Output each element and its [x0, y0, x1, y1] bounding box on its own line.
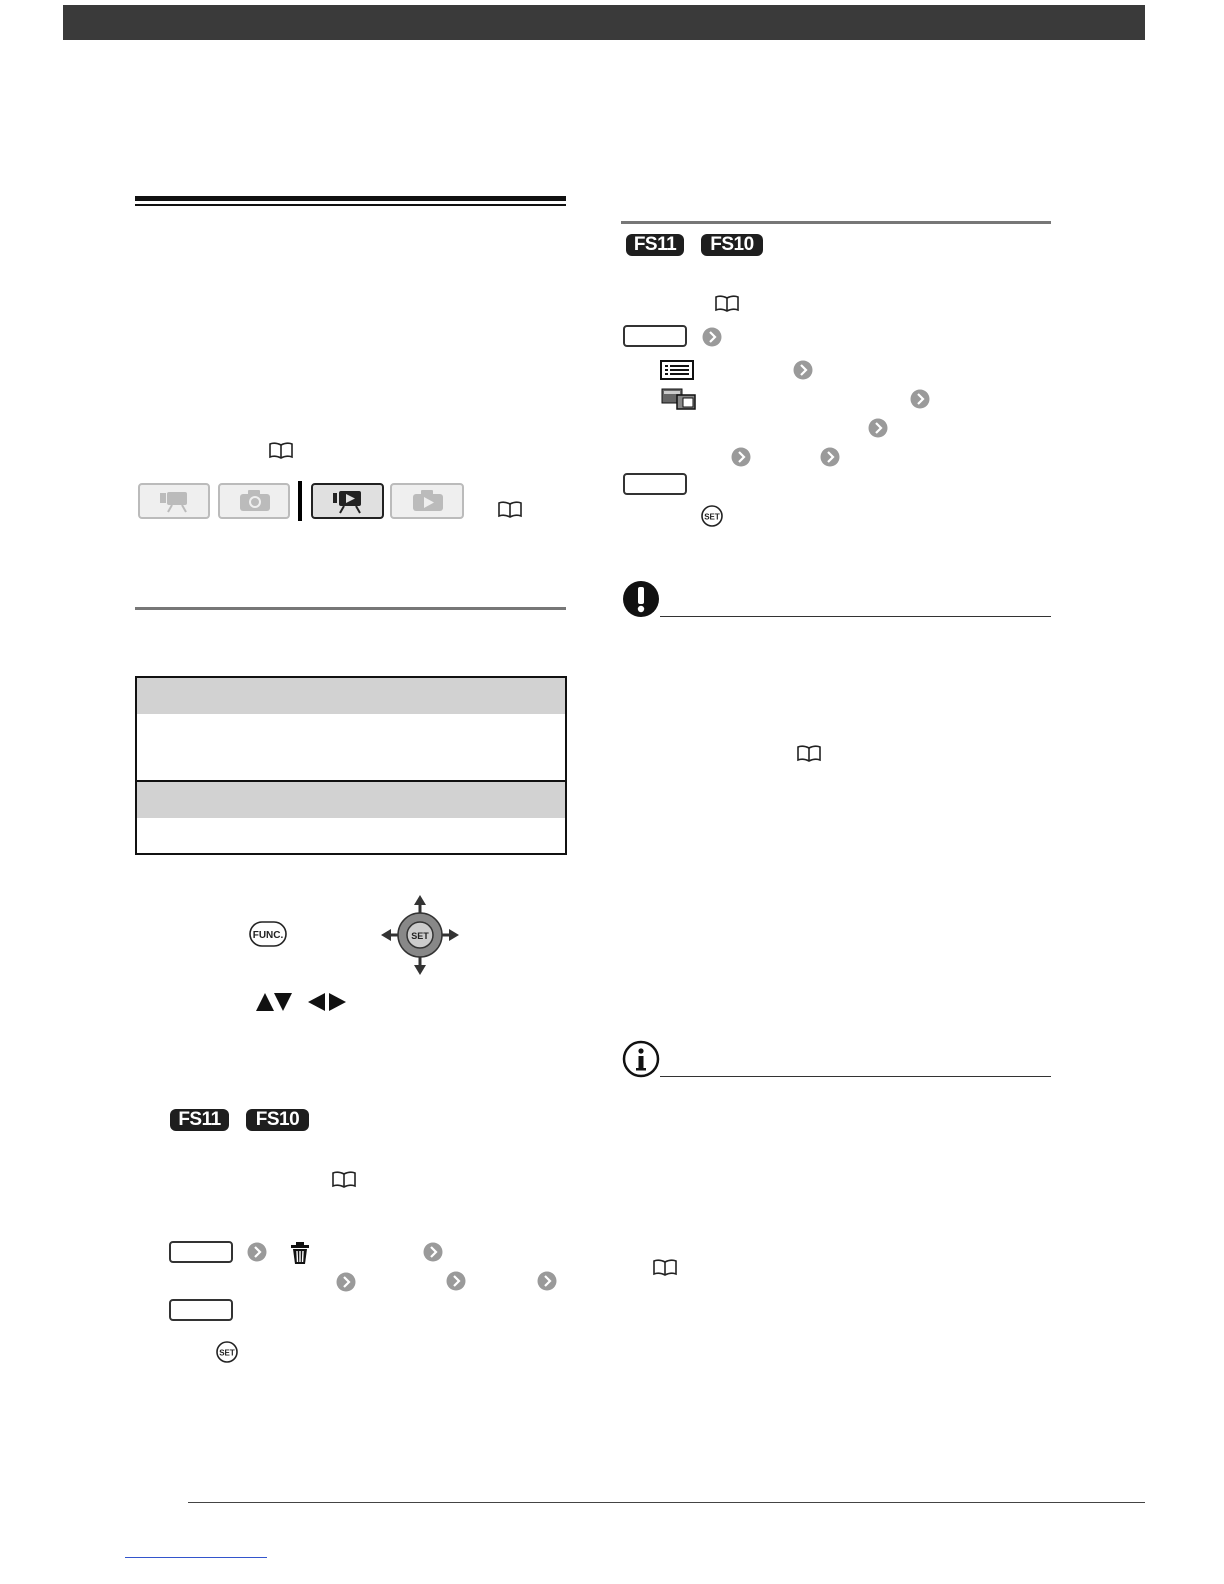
info-note-rule [660, 1076, 1051, 1077]
mode-photo-playback [390, 483, 464, 519]
next-step-arrow-icon [537, 1271, 557, 1291]
reference-book-icon [268, 442, 294, 459]
reference-book-icon [714, 295, 740, 312]
still-camera-icon [220, 485, 288, 517]
set-button-label: SET [219, 1348, 235, 1358]
mode-photo-record [218, 483, 290, 519]
next-step-arrow-icon [868, 418, 888, 438]
reference-book-icon [652, 1259, 678, 1276]
movie-playback-icon [313, 485, 382, 517]
reference-book-icon [796, 745, 822, 762]
key-button-blank [623, 473, 687, 495]
next-step-arrow-icon [793, 360, 813, 380]
key-button-blank [169, 1299, 233, 1321]
model-badge-fs10: FS10 [246, 1109, 309, 1131]
next-step-arrow-icon [247, 1242, 267, 1262]
next-step-arrow-icon [702, 327, 722, 347]
important-exclamation-icon [622, 580, 662, 620]
reference-book-icon [497, 501, 523, 518]
movie-camera-icon [140, 485, 208, 517]
set-button-icon [216, 1341, 238, 1363]
key-button-blank [623, 325, 687, 347]
joystick-icon [380, 894, 460, 976]
section-title-rule-thin [135, 204, 566, 206]
memory-card-copy-icon [661, 386, 698, 410]
left-right-arrows-icon [308, 992, 346, 1012]
next-step-arrow-icon [336, 1272, 356, 1292]
up-down-arrows-icon [256, 992, 292, 1012]
next-step-arrow-icon [446, 1271, 466, 1291]
list-menu-icon [660, 360, 694, 380]
table-header-row-1 [137, 678, 565, 714]
next-step-arrow-icon [820, 447, 840, 467]
photo-playback-icon [392, 485, 462, 517]
table-header-row-2 [137, 782, 565, 818]
trash-icon [289, 1241, 311, 1265]
mode-movie-record [138, 483, 210, 519]
page-header-bar [63, 5, 1145, 40]
left-section-rule [135, 607, 566, 610]
next-step-arrow-icon [910, 389, 930, 409]
set-button-label: SET [704, 512, 720, 522]
joystick-set-label: SET [411, 931, 429, 941]
mode-divider [298, 481, 302, 521]
key-button-blank [169, 1241, 233, 1263]
next-step-arrow-icon [731, 447, 751, 467]
right-section-rule [621, 221, 1051, 224]
func-button-label: FUNC. [252, 930, 284, 941]
options-table [135, 676, 567, 855]
info-icon [622, 1040, 662, 1080]
page-link-underline[interactable] [125, 1557, 267, 1558]
model-badge-fs11: FS11 [170, 1109, 229, 1131]
footer-rule [188, 1502, 1145, 1503]
set-button-icon [701, 505, 723, 527]
model-badge-fs10: FS10 [701, 234, 763, 256]
mode-movie-playback [311, 483, 384, 519]
section-title-rule [135, 196, 566, 201]
next-step-arrow-icon [423, 1242, 443, 1262]
model-badge-fs11: FS11 [626, 234, 684, 256]
func-button-icon [249, 921, 287, 947]
important-note-rule [660, 616, 1051, 617]
reference-book-icon [331, 1171, 357, 1188]
